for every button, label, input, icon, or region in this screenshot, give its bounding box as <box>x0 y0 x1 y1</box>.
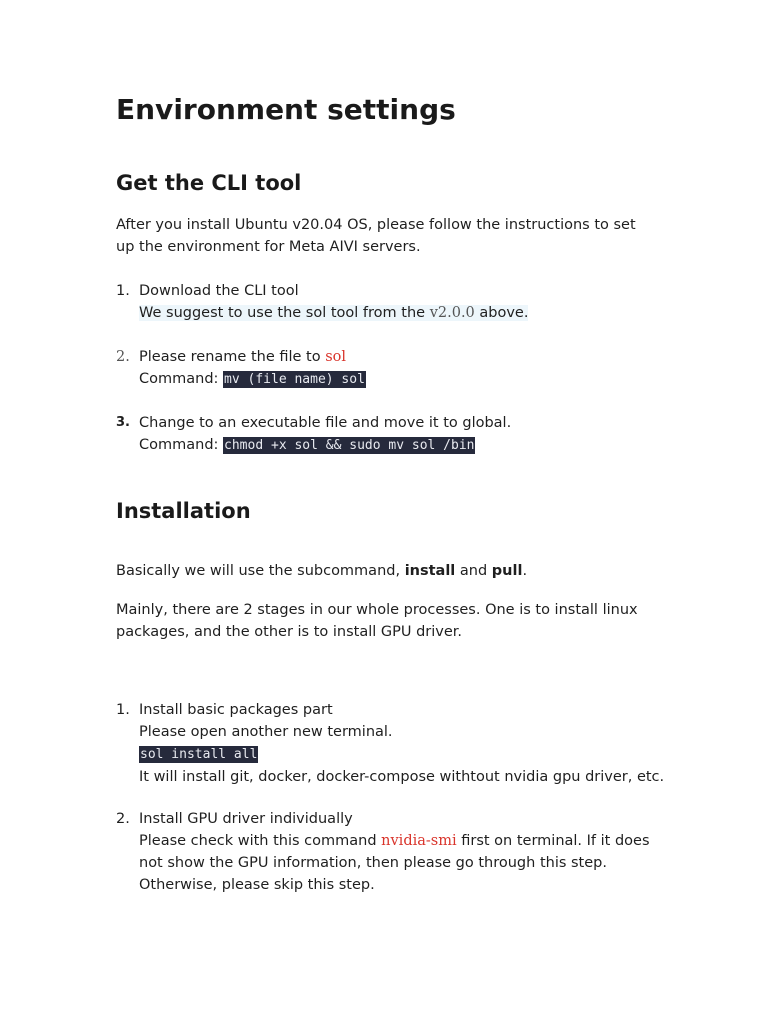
cli-step-1-number: 1. <box>116 283 130 299</box>
cli-intro-paragraph: After you install Ubuntu v20.04 OS, please follow the instructions to set up the environment for Meta AIVI servers. <box>116 217 636 255</box>
cli-step-3 <box>116 412 656 457</box>
cli-step-1-title: Download the CLI tool <box>139 283 299 299</box>
install-step-2-description: Please check with this command nvidia-smi first on terminal. If it does not show the GPU information, then please go through this step. Otherwise, please skip this step. <box>139 833 650 893</box>
inline-code-sol: sol <box>325 349 347 365</box>
install-step-1 <box>116 699 665 788</box>
cli-step-1 <box>116 280 656 324</box>
inline-code-nvidia-smi: nvidia-smi <box>381 833 457 849</box>
install-step-2-number: 2. <box>116 811 130 827</box>
install-step-1-note: It will install git, docker, docker-compose withtout nvidia gpu driver, etc. <box>139 769 665 785</box>
install-step-2 <box>116 808 656 896</box>
install-step-2-title: Install GPU driver individually <box>139 811 353 827</box>
cli-step-3-number: 3. <box>116 415 130 430</box>
cli-step-3-command-line: Command: chmod +x sol && sudo mv sol /bin <box>139 437 475 453</box>
install-step-1-instruction: Please open another new terminal. <box>139 724 393 740</box>
cli-step-3-title: Change to an executable file and move it to global. <box>139 415 512 431</box>
command-code-chmod: chmod +x sol && sudo mv sol /bin <box>224 438 475 453</box>
installation-paragraph-2: Mainly, there are 2 stages in our whole processes. One is to install linux packages, and the other is to install GPU driver. <box>116 602 638 640</box>
cli-step-1-note: We suggest to use the sol tool from the v2.0.0 above. <box>139 305 529 321</box>
install-step-1-number: 1. <box>116 702 130 718</box>
cli-step-2-number: 2. <box>116 349 130 365</box>
install-step-1-command-line <box>139 743 656 766</box>
section-heading-cli: Get the CLI tool <box>116 171 302 195</box>
install-step-1-title: Install basic packages part <box>139 702 333 718</box>
installation-paragraph-1: Basically we will use the subcommand, install and pull. <box>116 563 528 579</box>
cli-step-2 <box>116 346 656 391</box>
section-heading-installation: Installation <box>116 499 251 523</box>
cli-step-2-command-line: Command: mv (file name) sol <box>139 371 365 387</box>
command-code-rename: mv (file name) sol <box>224 372 365 387</box>
version-label: v2.0.0 <box>429 305 475 321</box>
page-title: Environment settings <box>116 93 456 126</box>
cli-step-2-title: Please rename the file to sol <box>139 349 347 365</box>
command-code-install-all: sol install all <box>140 747 258 762</box>
